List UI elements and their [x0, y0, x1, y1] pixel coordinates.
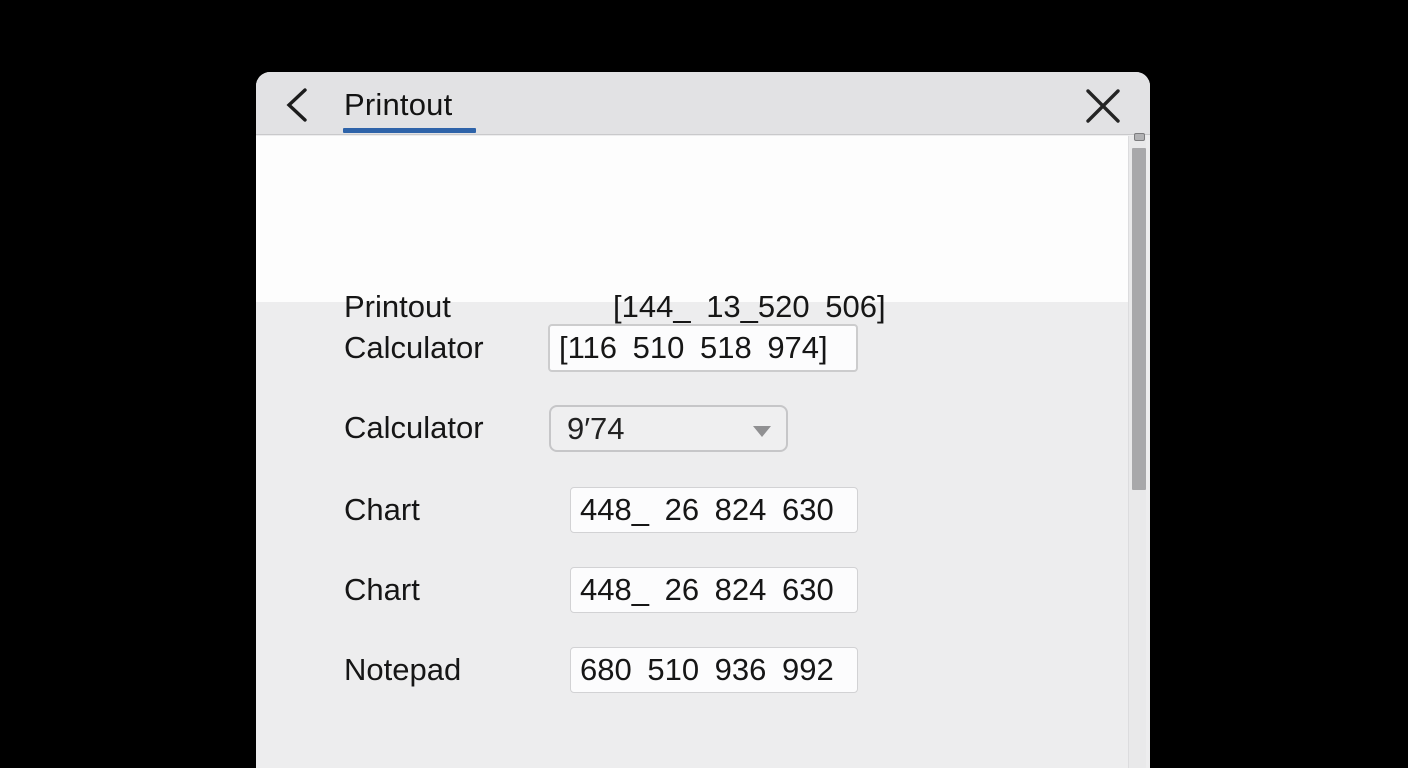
dialog-title: Printout: [344, 87, 453, 122]
field-label-calculator-2: Calculator: [344, 410, 484, 445]
chevron-left-icon: [284, 87, 310, 123]
chart-bounds-input-2[interactable]: 448_ 26 824 630: [570, 567, 858, 613]
calculator-dropdown-value: 9′74: [567, 410, 625, 446]
close-button[interactable]: [1082, 85, 1124, 127]
title-active-underline: [343, 128, 476, 133]
vertical-scrollbar-thumb[interactable]: [1132, 148, 1146, 490]
close-icon: [1083, 86, 1123, 126]
readout-card: [256, 136, 1128, 324]
calculator-dropdown[interactable]: [549, 405, 788, 452]
dialog-header: [256, 72, 1150, 135]
field-label-chart-2: Chart: [344, 572, 420, 607]
calculator-bounds-input[interactable]: [116 510 518 974]: [548, 324, 858, 372]
readout-value: [144_ 13_520 506]: [613, 289, 886, 324]
field-label-chart-1: Chart: [344, 492, 420, 527]
back-button[interactable]: [280, 86, 314, 124]
chart-bounds-input-1[interactable]: 448_ 26 824 630: [570, 487, 858, 533]
field-label-notepad: Notepad: [344, 652, 462, 687]
readout-label: Printout: [344, 289, 451, 324]
printout-dialog: [256, 72, 1150, 768]
field-label-calculator: Calculator: [344, 330, 484, 365]
scrollbar-top-button[interactable]: [1134, 133, 1145, 141]
chevron-down-icon: [753, 426, 771, 437]
notepad-bounds-input[interactable]: 680 510 936 992: [570, 647, 858, 693]
